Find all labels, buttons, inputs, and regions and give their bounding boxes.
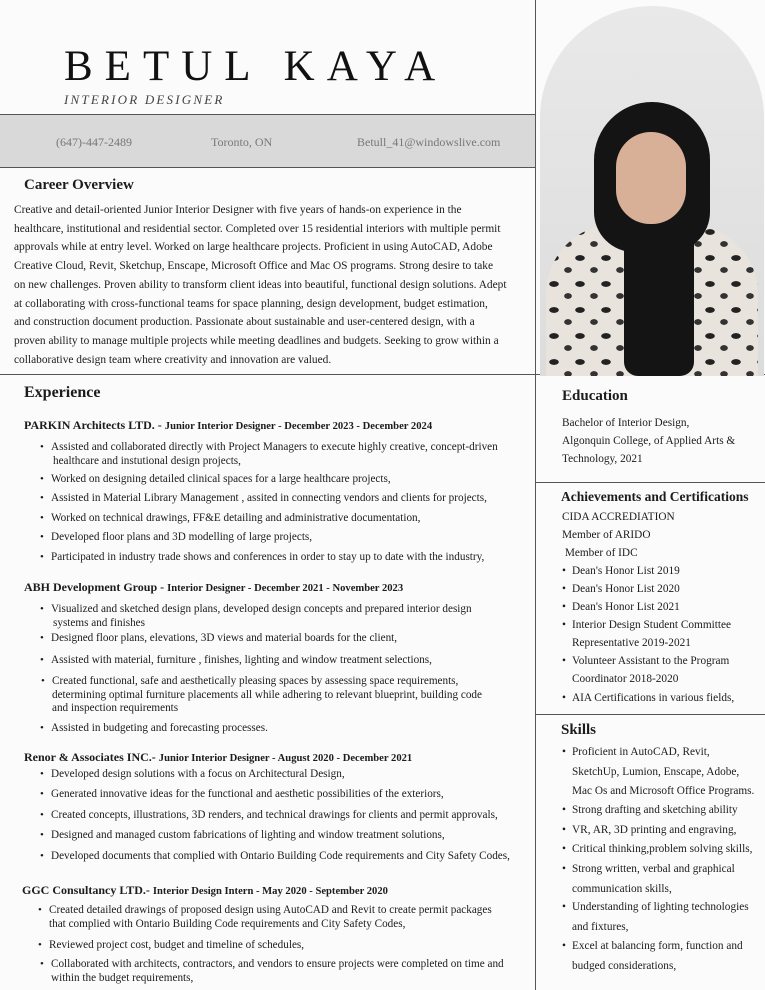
membership-item: Member of ARIDO bbox=[562, 529, 651, 541]
location: Toronto, ON bbox=[211, 135, 273, 149]
job-title-abh bbox=[24, 580, 403, 595]
job-title-parkin bbox=[24, 418, 432, 433]
achievement-line: • Volunteer Assistant to the Program bbox=[572, 655, 730, 667]
achievement-line: Representative 2019-2021 bbox=[572, 637, 691, 649]
job-bullet: • Assisted in Material Library Management , assited in connecting vendors and clients for projects, bbox=[51, 492, 487, 506]
section-divider-skills bbox=[535, 714, 765, 715]
education-line: Bachelor of Interior Design, bbox=[562, 417, 690, 429]
skills-heading: Skills bbox=[561, 722, 597, 738]
candidate-name: BETUL KAYA bbox=[64, 43, 448, 90]
skill-line: SketchUp, Lumion, Enscape, Adobe, bbox=[572, 765, 740, 778]
bullet-line: within the budget requirements, bbox=[51, 971, 194, 984]
job-bullet: • Created concepts, illustrations, 3D renders, and technical drawings for clients and permit approvals, bbox=[51, 809, 498, 823]
skill-line: • Excel at balancing form, function and bbox=[572, 940, 743, 952]
bullet-line: • Collaborated with architects, contractors, and vendors to ensure projects were completed on time and bbox=[51, 958, 504, 970]
job-title-ggc bbox=[22, 883, 388, 898]
career-overview-heading: Career Overview bbox=[24, 177, 134, 193]
skill-line: • Understanding of lighting technologies bbox=[572, 901, 749, 913]
job-bullet: • Developed floor plans and 3D modelling of large projects, bbox=[51, 531, 312, 545]
achievement-line: Coordinator 2018-2020 bbox=[572, 673, 679, 685]
job-bullet bbox=[49, 904, 492, 931]
job-bullet: • Assisted with material, furniture , finishes, lighting and window treatment selections, bbox=[51, 654, 432, 668]
company-name: ABH Development Group - bbox=[24, 580, 168, 594]
education-details bbox=[562, 414, 735, 468]
bullet-line: systems and finishes bbox=[53, 616, 145, 629]
job-title-renor bbox=[24, 750, 412, 765]
company-name: GGC Consultancy LTD.- bbox=[22, 883, 153, 897]
job-detail: Junior Interior Designer - August 2020 - December 2021 bbox=[158, 753, 413, 764]
job-bullet bbox=[51, 958, 504, 985]
job-bullet: • Worked on technical drawings, FF&E detailing and administrative documentation, bbox=[51, 512, 420, 526]
skill-line: budged considerations, bbox=[572, 959, 677, 972]
photo-scarf bbox=[624, 216, 694, 376]
job-bullet bbox=[51, 603, 472, 630]
skill-item: • VR, AR, 3D printing and engraving, bbox=[572, 821, 736, 839]
job-bullet: • Developed documents that complied with Ontario Building Code requirements and City Safety Codes, bbox=[51, 850, 510, 864]
bullet-line: that complied with Ontario Building Code requirements and City Safety Codes, bbox=[49, 917, 406, 930]
bullet-line: • Assisted and collaborated directly with Project Managers to execute highly creative, concept-driven bbox=[51, 441, 498, 453]
bullet-line: healthcare and instutional design projects, bbox=[53, 454, 241, 467]
bullet-line: and inspection requirements bbox=[52, 702, 179, 715]
skill-line: Mac Os and Microsoft Office Programs. bbox=[572, 785, 755, 797]
job-detail: Junior Interior Designer - December 2023 - December 2024 bbox=[164, 421, 433, 432]
skill-item: • Strong drafting and sketching ability bbox=[572, 801, 738, 819]
company-name: Renor & Associates INC.- bbox=[24, 750, 159, 764]
achievement-item: • AIA Certifications in various fields, bbox=[572, 689, 734, 707]
experience-heading: Experience bbox=[24, 384, 101, 401]
overview-line: approvals while at entry level. Worked on large healthcare projects. Proficient in using AutoCAD, Adobe bbox=[14, 241, 493, 254]
job-bullet: • Developed design solutions with a focus on Architectural Design, bbox=[51, 768, 345, 782]
education-heading: Education bbox=[562, 388, 628, 404]
skill-item bbox=[572, 860, 735, 899]
bullet-line: determining optimal furniture placements all while adhering to relevant blueprint, building code bbox=[52, 688, 482, 701]
membership-item: Member of IDC bbox=[562, 547, 638, 559]
overview-line: Creative Cloud, Revit, Sketchup, Enscape, Microsoft Office and Mac OS programs. Strong desire to take bbox=[14, 260, 494, 273]
bullet-line: • Visualized and sketched design plans, developed design concepts and prepared interior design bbox=[51, 603, 472, 615]
skill-item: • Critical thinking,problem solving skills, bbox=[572, 840, 752, 858]
overview-line: and construction document production. Passionate about sustainable and user-centered design, with a bbox=[14, 316, 475, 329]
profile-photo bbox=[540, 6, 764, 376]
achievements-heading: Achievements and Certifications bbox=[561, 489, 749, 504]
achievement-item: • Dean's Honor List 2021 bbox=[572, 598, 680, 616]
achievement-item bbox=[572, 616, 731, 652]
bullet-line: • Created functional, safe and aesthetically pleasing spaces by assessing space requirements, bbox=[52, 675, 459, 687]
job-bullet bbox=[52, 675, 482, 716]
job-detail: Interior Design Intern - May 2020 - September 2020 bbox=[152, 886, 388, 897]
overview-line: at collaborating with cross-functional teams for space planning, design development, budget estimation, bbox=[14, 297, 488, 310]
skill-item bbox=[572, 898, 749, 937]
job-detail: Interior Designer - December 2021 - November 2023 bbox=[167, 583, 404, 594]
candidate-role: INTERIOR DESIGNER bbox=[64, 92, 225, 107]
achievements-memberships bbox=[562, 508, 675, 562]
job-bullet: • Designed floor plans, elevations, 3D views and material boards for the client, bbox=[51, 632, 397, 646]
achievement-line: • Interior Design Student Committee bbox=[572, 619, 732, 631]
job-bullet: • Participated in industry trade shows and conferences in order to stay up to date with the industry, bbox=[51, 551, 484, 565]
job-bullet: • Reviewed project cost, budget and timeline of schedules, bbox=[49, 939, 304, 953]
job-bullet: • Designed and managed custom fabrications of lighting and window treatment solutions, bbox=[51, 829, 445, 843]
overview-line: collaborative design team where creativity and innovation are valued. bbox=[14, 353, 332, 366]
column-divider bbox=[535, 0, 536, 990]
skill-line: • Proficient in AutoCAD, Revit, bbox=[572, 746, 710, 758]
overview-line: healthcare, institutional and residential sector. Completed over 15 residential interiors with multiple permit bbox=[14, 222, 501, 235]
achievement-item: • Dean's Honor List 2019 bbox=[572, 562, 680, 580]
job-bullet bbox=[51, 441, 498, 468]
email-address: Betull_41@windowslive.com bbox=[357, 135, 501, 149]
company-name: PARKIN Architects LTD. - bbox=[24, 418, 165, 432]
membership-item: CIDA ACCREDIATION bbox=[562, 511, 675, 523]
skill-line: communication skills, bbox=[572, 882, 672, 895]
skill-line: and fixtures, bbox=[572, 920, 629, 933]
bullet-line: • Created detailed drawings of proposed design using AutoCAD and Revit to create permit packages bbox=[49, 904, 492, 916]
overview-line: on new challenges. Proven ability to transform client ideas into beautiful, functional design solutions. Adept bbox=[14, 278, 507, 291]
photo-face bbox=[616, 132, 686, 224]
overview-line: Creative and detail-oriented Junior Interior Designer with five years of hands-on experience in the bbox=[14, 204, 462, 216]
education-line: Technology, 2021 bbox=[562, 453, 643, 465]
job-bullet: • Generated innovative ideas for the functional and aesthetic possibilities of the exteriors, bbox=[51, 788, 444, 802]
achievement-item bbox=[572, 652, 729, 688]
skill-line: • Strong written, verbal and graphical bbox=[572, 863, 735, 875]
career-overview-text bbox=[14, 201, 530, 369]
job-bullet: • Worked on designing detailed clinical spaces for a large healthcare projects, bbox=[51, 473, 391, 487]
achievement-item: • Dean's Honor List 2020 bbox=[572, 580, 680, 598]
education-line: Algonquin College, of Applied Arts & bbox=[562, 435, 736, 447]
job-bullet: • Assisted in budgeting and forecasting processes. bbox=[51, 722, 268, 736]
contact-bar bbox=[0, 114, 535, 168]
section-divider-achievements bbox=[535, 482, 765, 483]
skill-item bbox=[572, 743, 754, 802]
phone-number: (647)-447-2489 bbox=[56, 135, 132, 149]
overview-line: proven ability to manage multiple projects while meeting deadlines and budgets. Seeking to grow within a bbox=[14, 334, 499, 347]
skill-item bbox=[572, 937, 743, 976]
